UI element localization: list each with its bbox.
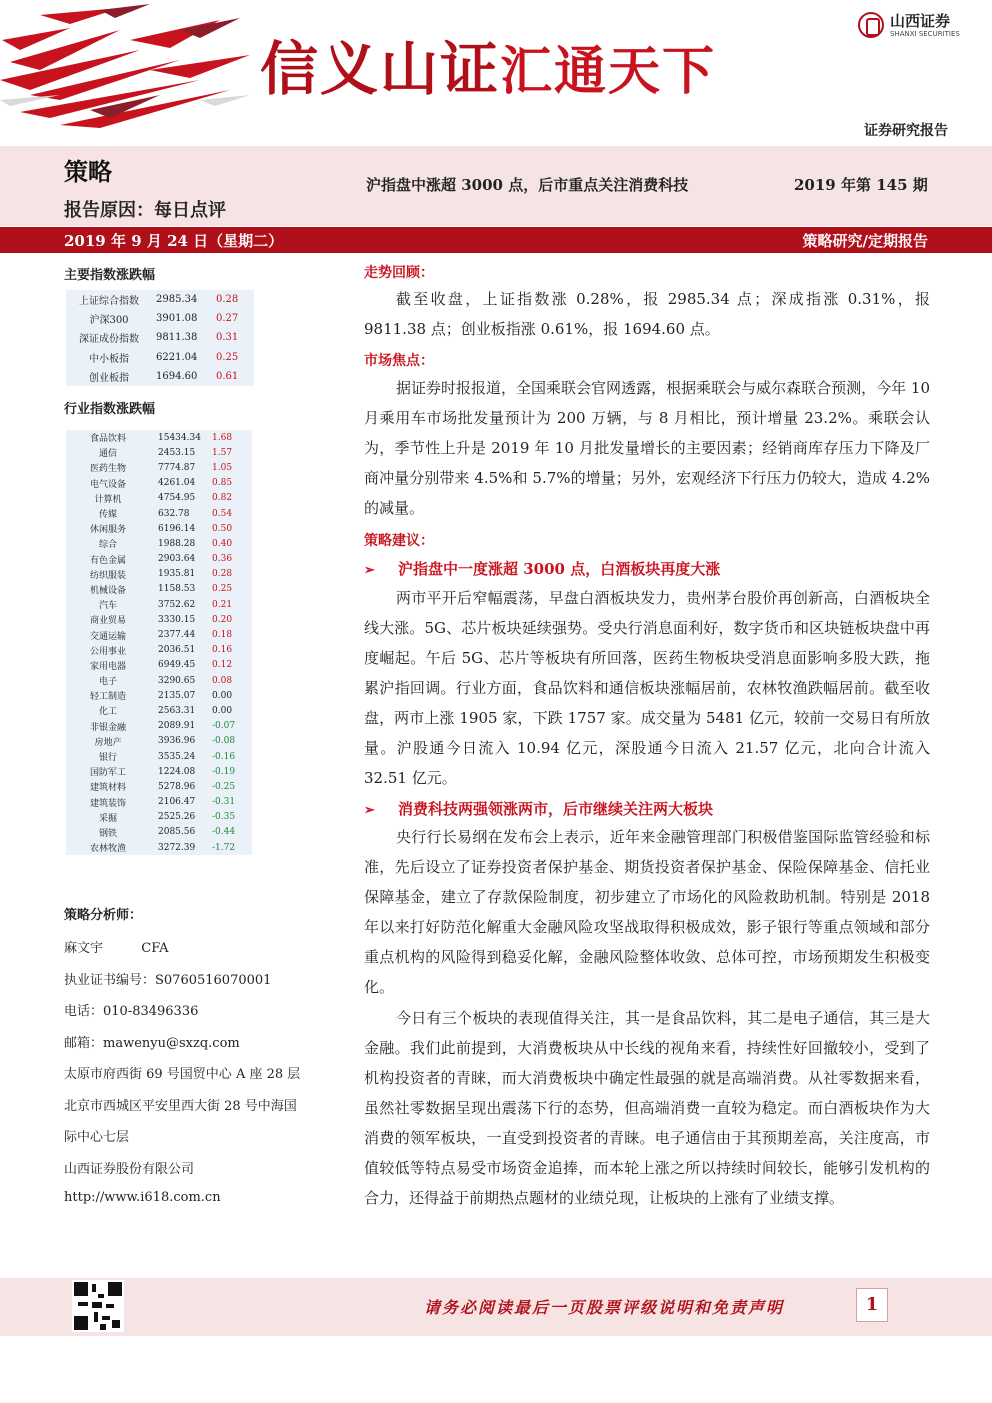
industry-value: 3936.96 [158, 736, 196, 747]
industry-row [66, 840, 252, 855]
report-reason: 报告原因：每日点评 [64, 200, 226, 221]
industry-value: 7774.87 [158, 462, 196, 473]
qr-code-icon[interactable] [72, 1280, 124, 1332]
logo-mark-icon [858, 12, 884, 38]
index-change: 0.27 [216, 313, 239, 325]
index-row [66, 309, 254, 328]
index-change: 0.25 [216, 351, 239, 363]
industry-value: 4754.95 [158, 493, 196, 504]
industry-row [66, 567, 252, 582]
industry-change: 1.57 [212, 447, 233, 458]
logo-name-en: SHANXI SECURITIES [890, 30, 960, 38]
industry-value: 2377.44 [158, 630, 196, 641]
industry-change: -0.25 [212, 781, 236, 792]
industry-name: 有色金属 [89, 555, 126, 566]
index-row [66, 348, 254, 367]
footer-disclaimer: 请务必阅读最后一页股票评级说明和免责声明 [424, 1298, 785, 1317]
advice-subheading-1-text: 沪指盘中一度涨超 3000 点，白酒板块再度大涨 [398, 560, 721, 578]
industry-value: 3330.15 [158, 614, 196, 625]
industry-row [66, 552, 252, 567]
industry-value: 2036.51 [158, 645, 196, 656]
industry-row [66, 627, 252, 642]
analyst-cert: CFA [141, 941, 169, 956]
industry-value: 1988.28 [158, 538, 196, 549]
index-name: 沪深300 [89, 315, 129, 327]
industry-value: 1224.08 [158, 766, 196, 777]
industry-row [66, 536, 252, 551]
industry-name: 电子 [98, 677, 117, 688]
index-name: 上证综合指数 [79, 296, 139, 308]
index-row [66, 328, 254, 347]
industry-value: 4261.04 [158, 478, 196, 489]
industry-value: 2563.31 [158, 705, 196, 716]
industry-name: 采掘 [98, 813, 117, 824]
industry-name: 计算机 [94, 494, 122, 505]
analyst-name-line [64, 937, 169, 956]
industry-change: 0.25 [212, 584, 233, 595]
advice-paragraph-3: 今日有三个板块的表现值得关注，其一是食品饮料，其二是电子通信，其三是大金融。我们此前提到，大消费板块从中长线的视角来看，持续性好回撤较小，受到了机构投资者的青睐，而大消费板块中确定性最强的就是高端消费。从社零数据来看，虽然社零数据呈现出震荡下行的态势，但高端消费一直较为稳定。而白酒板块作为大消费的领军板块，一直受到投资者的青睐。电子通信由于其预期差高，关注度高，市值较低等特点易受市场资金追捧，而本轮上涨之所以持续时间较长，能够引发机构的合力，还得益于前期热点题材的业绩兑现，让板块的上涨有了业绩支撑。 [364, 1009, 930, 1207]
report-date: 2019 年 9 月 24 日（星期二） [64, 232, 284, 250]
banner-brush-decoration [0, 0, 260, 140]
industry-row [66, 795, 252, 810]
industry-row [66, 673, 252, 688]
industry-name: 交通运输 [89, 631, 126, 642]
industry-value: 3752.62 [158, 599, 196, 610]
industry-change: 0.50 [212, 523, 233, 534]
industry-name: 轻工制造 [89, 692, 126, 703]
industry-name: 机械设备 [89, 585, 126, 596]
industry-change: 0.08 [212, 675, 233, 686]
industry-change: 0.18 [212, 630, 233, 641]
index-row [66, 290, 254, 309]
industry-name: 钢铁 [98, 828, 117, 839]
industry-row [66, 521, 252, 536]
industry-value: 2525.26 [158, 812, 196, 823]
industry-change: 1.68 [212, 432, 233, 443]
industry-row [66, 643, 252, 658]
index-change: 0.61 [216, 370, 239, 382]
industry-change: 0.54 [212, 508, 233, 519]
index-value: 2985.34 [156, 294, 198, 306]
section-review-title: 走势回顾： [364, 265, 434, 281]
industry-row [66, 476, 252, 491]
analyst-title: 策略分析师： [64, 908, 143, 923]
industry-table [66, 430, 252, 855]
page-number: 1 [856, 1288, 888, 1322]
industry-row [66, 445, 252, 460]
industry-change: 0.00 [212, 690, 233, 701]
index-name: 创业板指 [89, 372, 129, 384]
industry-value: 632.78 [158, 508, 190, 519]
advice-paragraph-2: 央行行长易纲在发布会上表示，近年来金融管理部门积极借鉴国际监管经验和标准，先后设立了证券投资者保护基金、期货投资者保护基金、保险保障基金、信托业保障基金，建立了存款保险制度，初步建立了市场化的风险救助机制。特别是 2018 年以来打好防范化解重大金融风险攻坚战取得积极成效，影子银行等重点领域和部分重点机构的风险得到稳妥化解，金融风险整体收敛、总体可控，市场预期发生积极变化。 [364, 828, 930, 996]
industry-value: 2085.56 [158, 827, 196, 838]
industry-name: 商业贸易 [89, 616, 126, 627]
index-name: 深证成份指数 [79, 334, 139, 346]
industry-row [66, 658, 252, 673]
analyst-address-beijing-2: 际中心七层 [64, 1130, 130, 1145]
industry-row [66, 506, 252, 521]
analyst-address-taiyuan: 太原市府西街 69 号国贸中心 A 座 28 层 [64, 1067, 301, 1082]
analyst-address-beijing-1: 北京市西城区平安里西大街 28 号中海国 [64, 1099, 297, 1114]
index-name: 中小板指 [89, 353, 129, 365]
industry-name: 公用事业 [89, 646, 126, 657]
industry-row [66, 810, 252, 825]
industry-change: 0.85 [212, 478, 233, 489]
industry-row [66, 764, 252, 779]
industry-row [66, 749, 252, 764]
section-advice-title: 策略建议： [364, 533, 434, 549]
company-logo [858, 10, 978, 44]
industry-value: 3272.39 [158, 842, 196, 853]
report-headline: 沪指盘中涨超 3000 点，后市重点关注消费科技 [366, 176, 689, 194]
industry-row [66, 779, 252, 794]
industry-name: 建筑装饰 [89, 798, 126, 809]
industry-name: 电气设备 [89, 479, 126, 490]
advice-subheading-1 [364, 558, 720, 579]
industry-change: -0.35 [212, 812, 236, 823]
analyst-name: 麻文宇 [64, 941, 104, 956]
industry-value: 3535.24 [158, 751, 196, 762]
industry-change: 0.12 [212, 660, 233, 671]
industry-value: 2106.47 [158, 797, 196, 808]
index-value: 3901.08 [156, 313, 198, 325]
industry-change: 0.20 [212, 614, 233, 625]
index-value: 9811.38 [156, 332, 198, 344]
industry-name: 房地产 [94, 737, 122, 748]
review-paragraph: 截至收盘，上证指数涨 0.28%，报 2985.34 点；深成指涨 0.31%，报 9811.38 点；创业板指涨 0.61%，报 1694.60 点。 [364, 290, 930, 338]
analyst-email[interactable]: 邮箱：mawenyu@sxzq.com [64, 1036, 240, 1051]
industry-value: 2903.64 [158, 554, 196, 565]
industry-name: 非银金融 [89, 722, 126, 733]
industry-name: 汽车 [98, 601, 117, 612]
industry-change: -0.19 [212, 766, 236, 777]
industry-row [66, 612, 252, 627]
industry-value: 1158.53 [158, 584, 196, 595]
industry-row [66, 430, 252, 445]
issue-number: 2019 年第 145 期 [794, 176, 928, 194]
industry-row [66, 491, 252, 506]
industry-row [66, 460, 252, 475]
industry-name: 食品饮料 [89, 434, 126, 445]
industry-change: 0.21 [212, 599, 233, 610]
arrow-bullet-icon: ➢ [364, 803, 375, 818]
industry-change: 0.28 [212, 569, 233, 580]
report-type: 证券研究报告 [864, 123, 948, 139]
report-category: 策略研究/定期报告 [802, 232, 928, 250]
analyst-phone: 电话：010-83496336 [64, 1004, 199, 1019]
industry-change: -0.16 [212, 751, 236, 762]
industry-value: 2089.91 [158, 721, 196, 732]
index-change: 0.28 [216, 294, 239, 306]
section-focus-title: 市场焦点： [364, 353, 434, 369]
industry-name: 农林牧渔 [89, 844, 126, 855]
industry-change: 0.40 [212, 538, 233, 549]
banner-slogan: 信义山证汇通天下 [260, 35, 717, 103]
industry-row [66, 719, 252, 734]
industry-row [66, 734, 252, 749]
industry-value: 6949.45 [158, 660, 196, 671]
industry-change: 0.36 [212, 554, 233, 565]
advice-paragraph-1: 两市平开后窄幅震荡，早盘白酒板块发力，贵州茅台股价再创新高，白酒板块全线大涨。5G、芯片板块延续强势。受央行消息面利好，数字货币和区块链板块盘中再度崛起。午后 5G、芯片等板块有所回落，医药生物板块受消息面影响多股大跌，拖累沪指回调。行业方面，食品饮料和通信板块涨幅居前，农林牧渔跌幅居前。截至收盘，两市上涨 1905 家，下跌 1757 家。成交量为 5481 亿元，较前一交易日有所放量。沪股通今日流入 10.94 亿元，深股通今日流入 21.57 亿元，北向合计流入 32.51 亿元。 [364, 589, 930, 787]
industry-change: -0.07 [212, 721, 236, 732]
industry-row [66, 703, 252, 718]
industry-value: 6196.14 [158, 523, 196, 534]
industry-name: 银行 [98, 753, 117, 764]
advice-subheading-2 [364, 798, 713, 819]
industry-name: 纺织服装 [89, 570, 126, 581]
industry-row [66, 582, 252, 597]
index-table-title: 主要指数涨跌幅 [64, 268, 156, 283]
index-row [66, 367, 254, 386]
logo-name-cn: 山西证券 [890, 12, 951, 30]
company-website[interactable]: http://www.i618.com.cn [64, 1190, 221, 1205]
industry-name: 通信 [98, 449, 117, 460]
index-value: 6221.04 [156, 351, 198, 363]
arrow-bullet-icon: ➢ [364, 563, 375, 578]
industry-name: 传媒 [98, 510, 117, 521]
company-name: 山西证券股份有限公司 [64, 1162, 195, 1177]
industry-value: 1935.81 [158, 569, 196, 580]
index-change: 0.31 [216, 332, 239, 344]
industry-row [66, 825, 252, 840]
industry-row [66, 688, 252, 703]
industry-name: 建筑材料 [89, 783, 126, 794]
focus-paragraph: 据证券时报报道，全国乘联会官网透露，根据乘联会与威尔森联合预测，今年 10 月乘用车市场批发量预计为 200 万辆，与 8 月相比，预计增量 23.2%。乘联会认为，季节性上升是 2019 年 10 月批发量增长的主要因素；经销商库存压力下降及厂商冲量分别带来 4.5%和 5.7%的增量；另外，宏观经济下行压力仍较大，造成 4.2%的减量。 [364, 379, 930, 517]
industry-change: 1.05 [212, 462, 233, 473]
industry-value: 2135.07 [158, 690, 196, 701]
industry-change: 0.82 [212, 493, 233, 504]
industry-change: -0.31 [212, 797, 236, 808]
sector-label: 策略 [64, 158, 112, 186]
industry-change: -0.08 [212, 736, 236, 747]
industry-name: 医药生物 [89, 464, 126, 475]
industry-change: 0.00 [212, 705, 233, 716]
index-value: 1694.60 [156, 370, 198, 382]
industry-name: 国防军工 [89, 768, 126, 779]
industry-change: 0.16 [212, 645, 233, 656]
advice-subheading-2-text: 消费科技两强领涨两市，后市继续关注两大板块 [398, 800, 714, 818]
industry-value: 3290.65 [158, 675, 196, 686]
industry-value: 5278.96 [158, 781, 196, 792]
industry-value: 2453.15 [158, 447, 196, 458]
industry-name: 休闲服务 [89, 525, 126, 536]
header-banner [0, 0, 992, 146]
industry-name: 家用电器 [89, 661, 126, 672]
industry-value: 15434.34 [158, 432, 201, 443]
industry-row [66, 597, 252, 612]
index-table [66, 290, 254, 386]
analyst-license: 执业证书编号：S0760516070001 [64, 973, 272, 988]
industry-name: 综合 [98, 540, 117, 551]
industry-table-title: 行业指数涨跌幅 [64, 402, 156, 417]
industry-change: -0.44 [212, 827, 236, 838]
industry-change: -1.72 [212, 842, 236, 853]
industry-name: 化工 [98, 707, 117, 718]
